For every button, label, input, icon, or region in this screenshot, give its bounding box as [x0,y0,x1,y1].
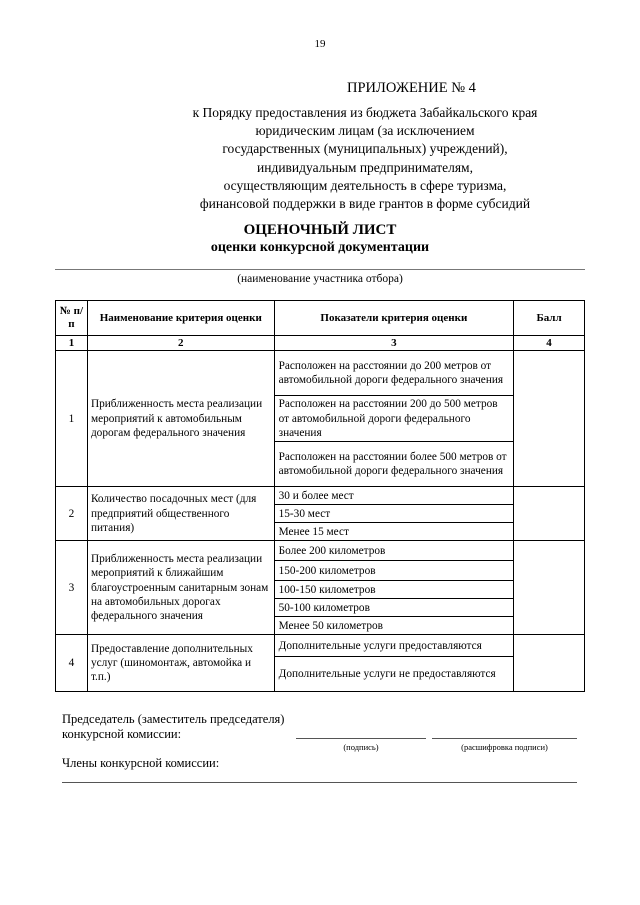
column-number: 4 [514,336,585,351]
table-header-row [56,301,585,336]
chairman-label-line2: конкурсной комиссии: [62,727,182,741]
appendix-line: осуществляющим деятельность в сфере туризма, [223,177,507,193]
signature-line[interactable] [296,738,426,739]
header-number: № п/п [56,301,88,336]
appendix-title: ПРИЛОЖЕНИЕ № 4 [347,80,476,96]
indicator-cell: Менее 50 километров [274,617,513,635]
indicator-cell: Менее 15 мест [274,523,513,541]
signature-caption: (подпись) [343,742,379,752]
indicator-cell: Расположен на расстоянии до 200 метров от автомобильной дороги федерального значения [274,351,513,396]
appendix-line: юридическим лицам (за исключением [255,123,475,139]
page-number: 19 [314,38,326,50]
appendix-line: государственных (муниципальных) учреждений), [222,141,508,157]
score-cell[interactable] [514,351,585,487]
participant-caption: (наименование участника отбора) [237,273,403,285]
criterion-cell: Количество посадочных мест (для предприятий общественного питания) [87,487,274,541]
column-number: 1 [56,336,88,351]
indicator-cell: Расположен на расстоянии 200 до 500 метров от автомобильной дороги федерального значения [274,396,513,442]
appendix-line: к Порядку предоставления из бюджета Забайкальского края [192,105,538,120]
row-number: 4 [56,635,88,692]
criterion-cell: Приближенность места реализации мероприятий к ближайшим благоустроенным санитарным зонам на автомобильных дорогах федерального значения [87,541,274,635]
indicator-cell: 150-200 километров [274,561,513,581]
indicator-cell: Дополнительные услуги предоставляются [274,635,513,657]
header-score: Балл [514,301,585,336]
row-number: 2 [56,487,88,541]
document-subtitle: оценки конкурсной документации [210,240,430,255]
appendix-reference [150,104,580,213]
decryption-caption: (расшифровка подписи) [461,742,548,752]
score-cell[interactable] [514,487,585,541]
header-criterion: Наименование критерия оценки [87,301,274,336]
criterion-cell: Предоставление дополнительных услуг (шиномонтаж, автомойка и т.п.) [87,635,274,692]
indicator-cell: 15-30 мест [274,505,513,523]
table-row [56,487,585,505]
indicator-cell: 30 и более мест [274,487,513,505]
header-indicators: Показатели критерия оценки [274,301,513,336]
table-row [56,635,585,657]
evaluation-table [55,300,585,692]
commission-members-label: Члены конкурсной комиссии: [62,756,220,770]
row-number: 3 [56,541,88,635]
appendix-line: финансовой поддержки в виде грантов в форме субсидий [199,196,531,212]
indicator-cell: 100-150 километров [274,581,513,599]
criterion-cell: Приближенность места реализации мероприятий к автомобильным дорогам федерального значения [87,351,274,487]
chairman-label [62,712,284,742]
row-number: 1 [56,351,88,487]
appendix-line: индивидуальным предпринимателям, [257,159,473,175]
table-row [56,351,585,396]
indicator-cell: Более 200 километров [274,541,513,561]
score-cell[interactable] [514,541,585,635]
column-number: 3 [274,336,513,351]
commission-members-line[interactable] [62,782,577,783]
indicator-cell: Дополнительные услуги не предоставляются [274,657,513,692]
indicator-cell: 50-100 километров [274,599,513,617]
chairman-label-line1: Председатель (заместитель председателя) [62,712,285,726]
score-cell[interactable] [514,635,585,692]
participant-name-line [55,269,585,270]
decryption-line[interactable] [432,738,577,739]
column-number-row [56,336,585,351]
document-title: ОЦЕНОЧНЫЙ ЛИСТ [243,222,397,238]
table-row [56,541,585,561]
indicator-cell: Расположен на расстоянии более 500 метров от автомобильной дороги федерального значения [274,442,513,487]
column-number: 2 [87,336,274,351]
